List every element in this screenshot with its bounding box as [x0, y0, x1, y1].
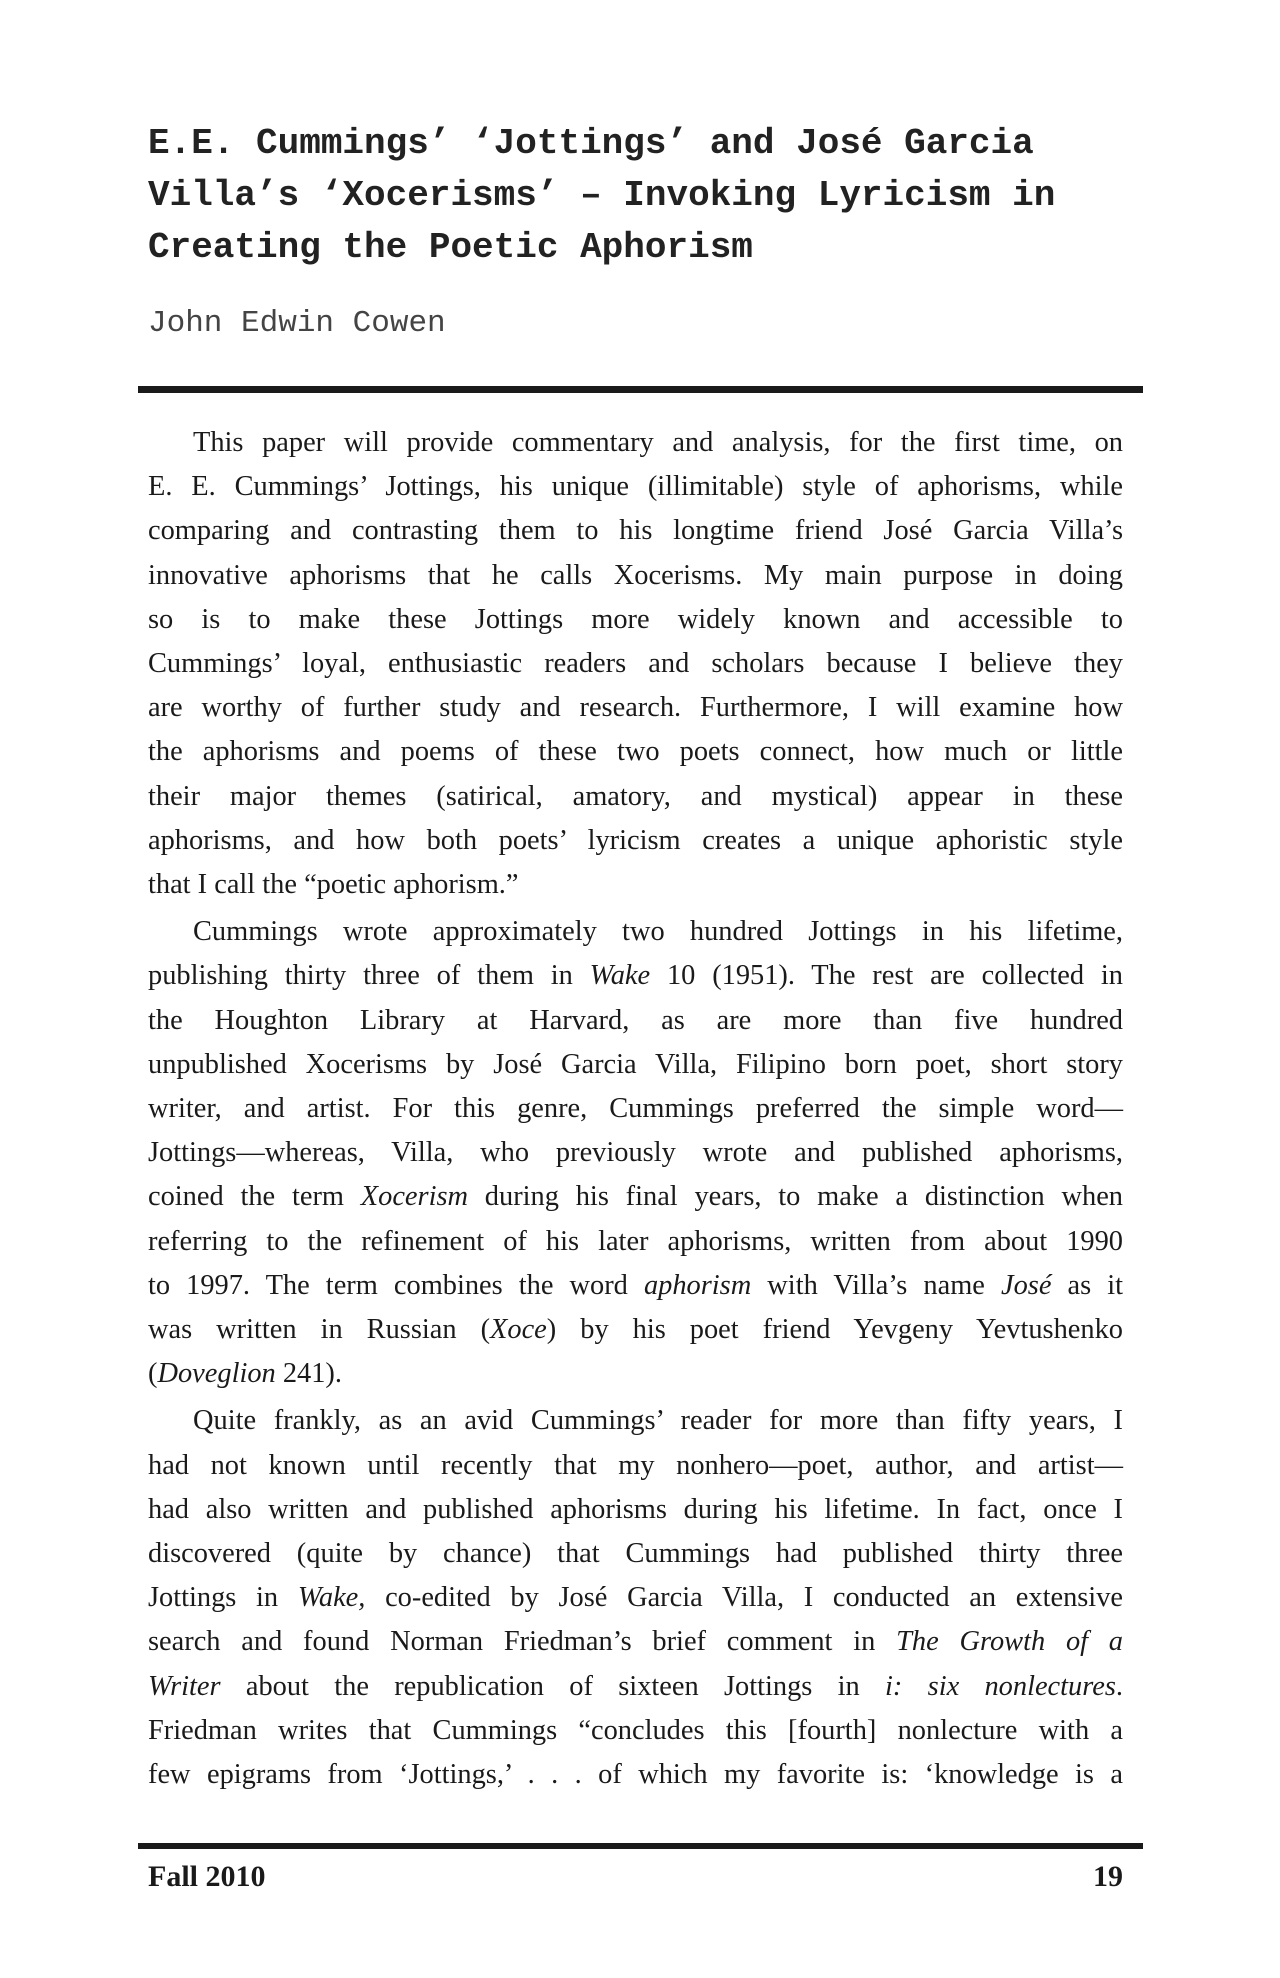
- italic-title: The Growth of a: [896, 1626, 1123, 1658]
- text-line: innovative aphorisms that he calls Xocerisms. My main purpose in doing: [148, 559, 1123, 591]
- footer-divider: [138, 1843, 1143, 1849]
- paragraph-1: [148, 421, 1123, 907]
- text-line: Jottings—whereas, Villa, who previously wrote and published aphorisms,: [148, 1137, 1123, 1169]
- text-line: E. E. Cummings’ Jottings, his unique (illimitable) style of aphorisms, while: [148, 471, 1123, 503]
- text-line: so is to make these Jottings more widely known and accessible to: [148, 603, 1123, 635]
- article-title: [148, 118, 1133, 274]
- text-line: to 1997. The term combines the word aphorism with Villa’s name José as it: [148, 1269, 1123, 1301]
- text-line: aphorisms, and how both poets’ lyricism creates a unique aphoristic style: [148, 824, 1123, 856]
- paragraph-2: [148, 910, 1123, 1396]
- text-line: This paper will provide commentary and analysis, for the first time, on: [193, 427, 1123, 458]
- text-line: Cummings’ loyal, enthusiastic readers and scholars because I believe they: [148, 648, 1123, 680]
- text-line: the Houghton Library at Harvard, as are more than five hundred: [148, 1004, 1123, 1036]
- italic-term: Xocerism: [360, 1181, 469, 1213]
- text-line: Quite frankly, as an avid Cummings’ reader for more than fifty years, I: [193, 1405, 1123, 1437]
- italic-title: Wake: [589, 960, 651, 992]
- paragraph-3: [148, 1399, 1123, 1797]
- italic-title: Doveglion: [157, 1358, 276, 1390]
- text-line: Friedman writes that Cummings “concludes this [fourth] nonlecture with a: [148, 1714, 1123, 1746]
- text-line: coined the term Xocerism during his final years, to make a distinction when: [148, 1181, 1123, 1213]
- italic-term: aphorism: [643, 1269, 752, 1301]
- article-body: [148, 421, 1123, 1800]
- text-line: discovered (quite by chance) that Cummings had published thirty three: [148, 1538, 1123, 1570]
- title-line: E.E. Cummings’ ‘Jottings’ and José Garcia: [148, 123, 1034, 164]
- text-line: search and found Norman Friedman’s brief comment in The Growth of a: [148, 1626, 1123, 1658]
- journal-page: [148, 0, 1133, 1978]
- text-line: Jottings in Wake, co-edited by José Garcia Villa, I conducted an extensive: [148, 1582, 1123, 1614]
- text-line: few epigrams from ‘Jottings,’ . . . of which my favorite is: ‘knowledge is a: [148, 1759, 1123, 1791]
- page-number: 19: [1093, 1860, 1123, 1893]
- text-line: are worthy of further study and research. Furthermore, I will examine how: [148, 692, 1123, 724]
- italic-title: Writer: [148, 1670, 221, 1702]
- text-line: referring to the refinement of his later aphorisms, written from about 1990: [148, 1225, 1123, 1257]
- text-line: comparing and contrasting them to his longtime friend José Garcia Villa’s: [148, 515, 1123, 547]
- title-line: Villa’s ‘Xocerisms’ – Invoking Lyricism in: [148, 175, 1056, 216]
- italic-term: Xoce: [490, 1314, 547, 1346]
- text-line: had also written and published aphorisms during his lifetime. In fact, once I: [148, 1493, 1123, 1525]
- text-line: unpublished Xocerisms by José Garcia Villa, Filipino born poet, short story: [148, 1048, 1123, 1080]
- text-line: (Doveglion 241).: [148, 1358, 342, 1390]
- text-line: Cummings wrote approximately two hundred Jottings in his lifetime,: [193, 916, 1123, 948]
- text-line: publishing thirty three of them in Wake 10 (1951). The rest are collected in: [148, 960, 1123, 992]
- text-line: their major themes (satirical, amatory, and mystical) appear in these: [148, 780, 1123, 812]
- italic-title: Wake,: [297, 1582, 366, 1614]
- text-line: was written in Russian (Xoce) by his poet friend Yevgeny Yevtushenko: [148, 1314, 1123, 1346]
- text-line: Writer about the republication of sixteen Jottings in i: six nonlectures.: [148, 1670, 1123, 1702]
- journal-issue: Fall 2010: [148, 1860, 266, 1893]
- text-line: the aphorisms and poems of these two poets connect, how much or little: [148, 736, 1123, 768]
- header-divider: [138, 386, 1143, 393]
- title-line: Creating the Poetic Aphorism: [148, 227, 753, 268]
- text-line: writer, and artist. For this genre, Cummings preferred the simple word—: [148, 1093, 1123, 1125]
- italic-title: i: six nonlectures: [885, 1670, 1116, 1702]
- italic-term: José: [1000, 1269, 1052, 1301]
- text-line: had not known until recently that my nonhero—poet, author, and artist—: [148, 1449, 1123, 1481]
- text-line: that I call the “poetic aphorism.”: [148, 869, 519, 901]
- article-author: John Edwin Cowen: [148, 306, 446, 341]
